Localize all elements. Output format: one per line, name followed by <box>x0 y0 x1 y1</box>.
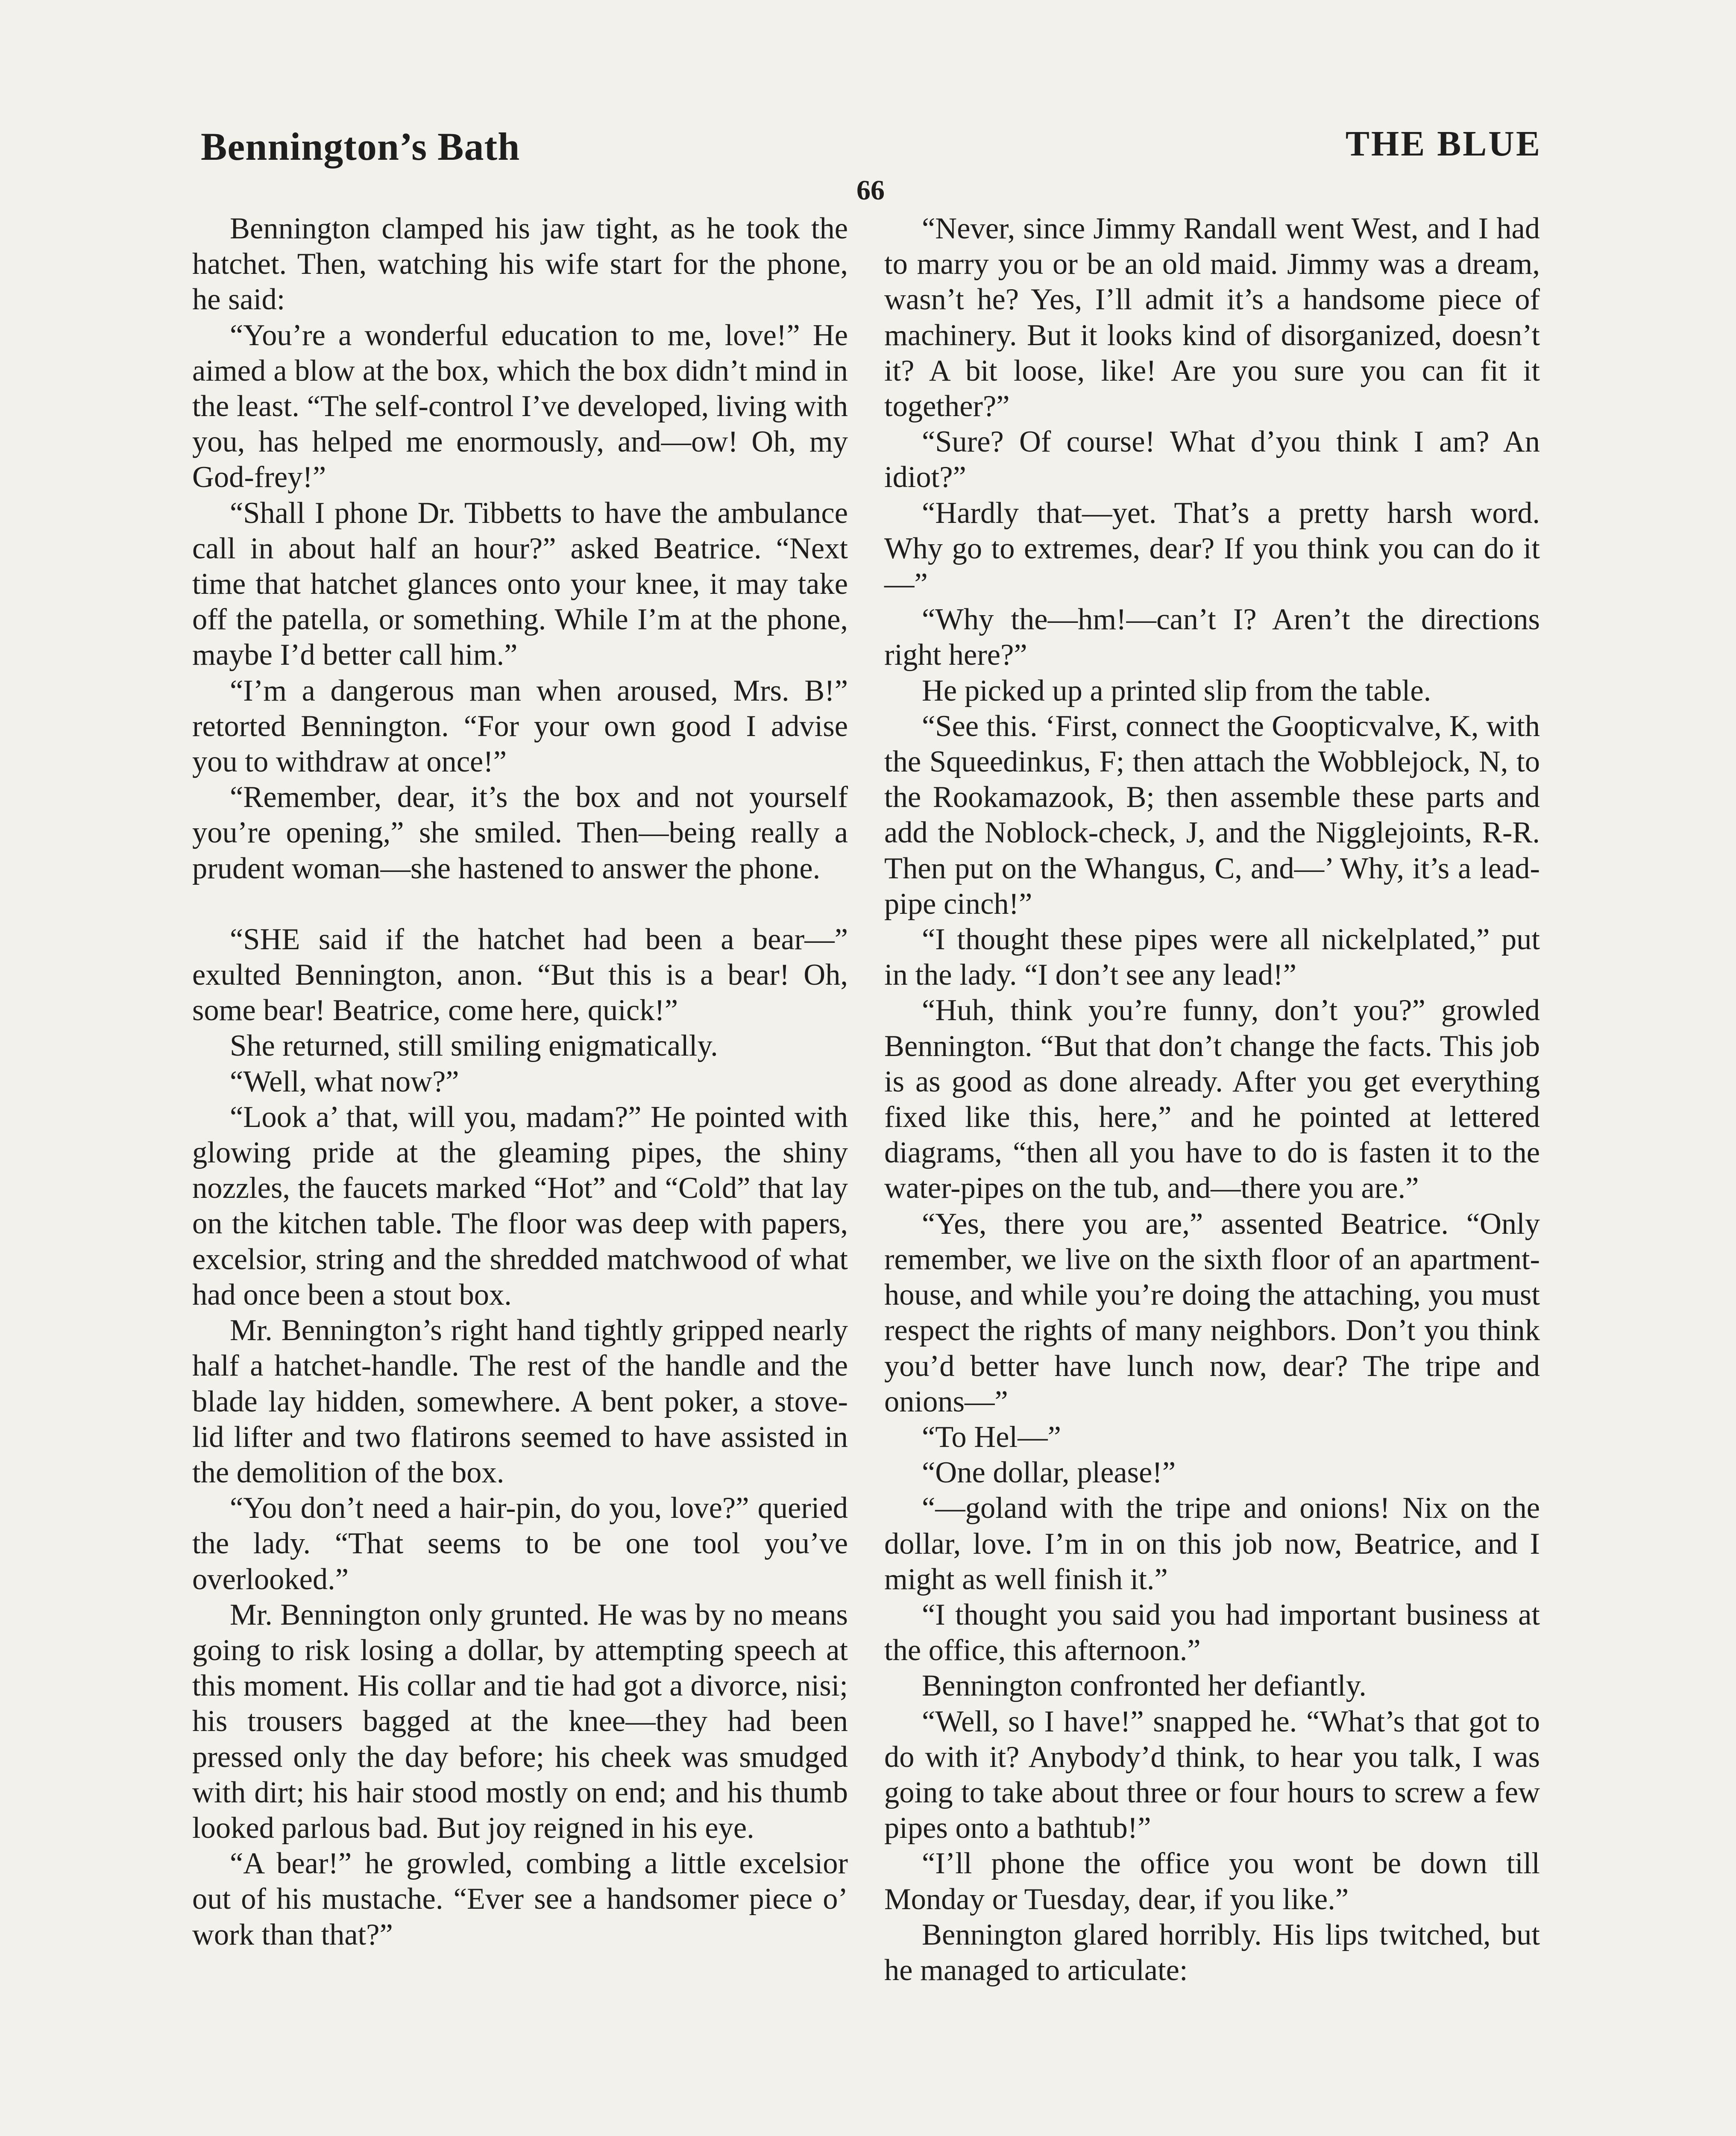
paragraph: Bennington confronted her defiantly. <box>922 1669 1367 1703</box>
paragraph: Mr. Bennington only grunted. He was by no means going to risk losing a dollar, by attempting speech at this moment. His collar and tie had got a divorce, nisi; his trousers bagged at the knee—they had been pressed only the day before; his cheek was smudged with dirt; his hair stood mostly on end; and his thumb looked parlous bad. But joy reigned in his eye. <box>192 1598 848 1845</box>
paragraph: “Well, so I have!” snapped he. “What’s that got to do with it? Anybody’d think, to hear you talk, I was going to take about three or four hours to screw a few pipes onto a bathtub!” <box>884 1705 1540 1845</box>
paragraph: “Shall I phone Dr. Tibbetts to have the ambulance call in about half an hour?” asked Beatrice. “Next time that hatchet glances onto your knee, it may take off the patella, or something. While I’m at the phone, maybe I’d better call him.” <box>192 496 848 672</box>
paragraph: She returned, still smiling enigmatically. <box>230 1029 718 1063</box>
paragraph: “You don’t need a hair-pin, do you, love?” queried the lady. “That seems to be one tool you’ve overlooked.” <box>192 1491 848 1596</box>
paragraph: Bennington glared horribly. His lips twitched, but he managed to articulate: <box>884 1918 1540 1987</box>
paragraph: “Remember, dear, it’s the box and not yourself you’re opening,” she smiled. Then—being really a prudent woman—she hastened to answer the phone. <box>192 780 848 885</box>
paragraph: “Why the—hm!—can’t I? Aren’t the directions right here?” <box>884 603 1540 672</box>
paragraph: “You’re a wonderful education to me, love!” He aimed a blow at the box, which the box didn’t mind in the least. “The self-control I’ve developed, living with you, has helped me enormously, and—ow! Oh, my God-frey!” <box>192 318 848 494</box>
paragraph: “Look a’ that, will you, madam?” He pointed with glowing pride at the gleaming pipes, the shiny nozzles, the faucets marked “Hot” and “Cold” that lay on the kitchen table. The floor was deep with papers, excelsior, string and the shredded matchwood of what had once been a stout box. <box>192 1100 848 1312</box>
paragraph: “I’ll phone the office you wont be down till Monday or Tuesday, dear, if you like.” <box>884 1847 1540 1916</box>
paragraph: “One dollar, please!” <box>922 1456 1176 1490</box>
right-column <box>884 211 1540 1988</box>
paragraph: He picked up a printed slip from the table. <box>922 674 1431 707</box>
paragraph: “See this. ‘First, connect the Goopticvalve, K, with the Squeedinkus, F; then attach the Wobblejock, N, to the Rookamazook, B; then assemble these parts and add the Noblock-check, J, and the Nigglejoints, R-R. Then put on the Whangus, C, and—’ Why, it’s a lead-pipe cinch!” <box>884 709 1540 921</box>
paragraph: “Never, since Jimmy Randall went West, and I had to marry you or be an old maid. Jimmy was a dream, wasn’t he? Yes, I’ll admit it’s a handsome piece of machinery. But it looks kind of disorganized, doesn’t it? A bit loose, like! Are you sure you can fit it together?” <box>884 212 1540 423</box>
paragraph: “Yes, there you are,” assented Beatrice. “Only remember, we live on the sixth floor of an apartment-house, and while you’re doing the attaching, you must respect the rights of many neighbors. Don’t you think you’d better have lunch now, dear? The tripe and onions—” <box>884 1207 1540 1418</box>
paragraph: “I thought these pipes were all nickelplated,” put in the lady. “I don’t see any lead!” <box>884 923 1540 992</box>
story-title: Bennington’s Bath <box>201 125 520 168</box>
paragraph: “I’m a dangerous man when aroused, Mrs. B!” retorted Bennington. “For your own good I advise you to withdraw at once!” <box>192 674 848 779</box>
paragraph: “I thought you said you had important business at the office, this afternoon.” <box>884 1598 1540 1667</box>
page-number: 66 <box>856 175 885 206</box>
paragraph: “Sure? Of course! What d’you think I am? An idiot?” <box>884 425 1540 494</box>
paragraph: “Hardly that—yet. That’s a pretty harsh word. Why go to extremes, dear? If you think you can do it—” <box>884 496 1540 601</box>
paragraph: “To Hel—” <box>922 1420 1061 1454</box>
paragraph: “—goland with the tripe and onions! Nix on the dollar, love. I’m in on this job now, Beatrice, and I might as well finish it.” <box>884 1491 1540 1596</box>
paragraph: Bennington clamped his jaw tight, as he took the hatchet. Then, watching his wife start for the phone, he said: <box>192 212 848 317</box>
paragraph: “Huh, think you’re funny, don’t you?” growled Bennington. “But that don’t change the facts. This job is as good as done already. After you get everything fixed like this, here,” and he pointed at lettered diagrams, “then all you have to do is fasten it to the water-pipes on the tub, and—there you are.” <box>884 994 1540 1205</box>
paragraph: “Well, what now?” <box>230 1065 459 1098</box>
paragraph: “A bear!” he growled, combing a little excelsior out of his mustache. “Ever see a handsomer piece o’ work than that?” <box>192 1847 848 1951</box>
paragraph: “SHE said if the hatchet had been a bear—” exulted Bennington, anon. “But this is a bear! Oh, some bear! Beatrice, come here, quick!” <box>192 922 848 1027</box>
left-column <box>192 211 848 1953</box>
paragraph: Mr. Bennington’s right hand tightly gripped nearly half a hatchet-handle. The rest of the handle and the blade lay hidden, somewhere. A bent poker, a stove-lid lifter and two flatirons seemed to have assisted in the demolition of the box. <box>192 1314 848 1489</box>
magazine-name: THE BLUE <box>1345 124 1542 164</box>
